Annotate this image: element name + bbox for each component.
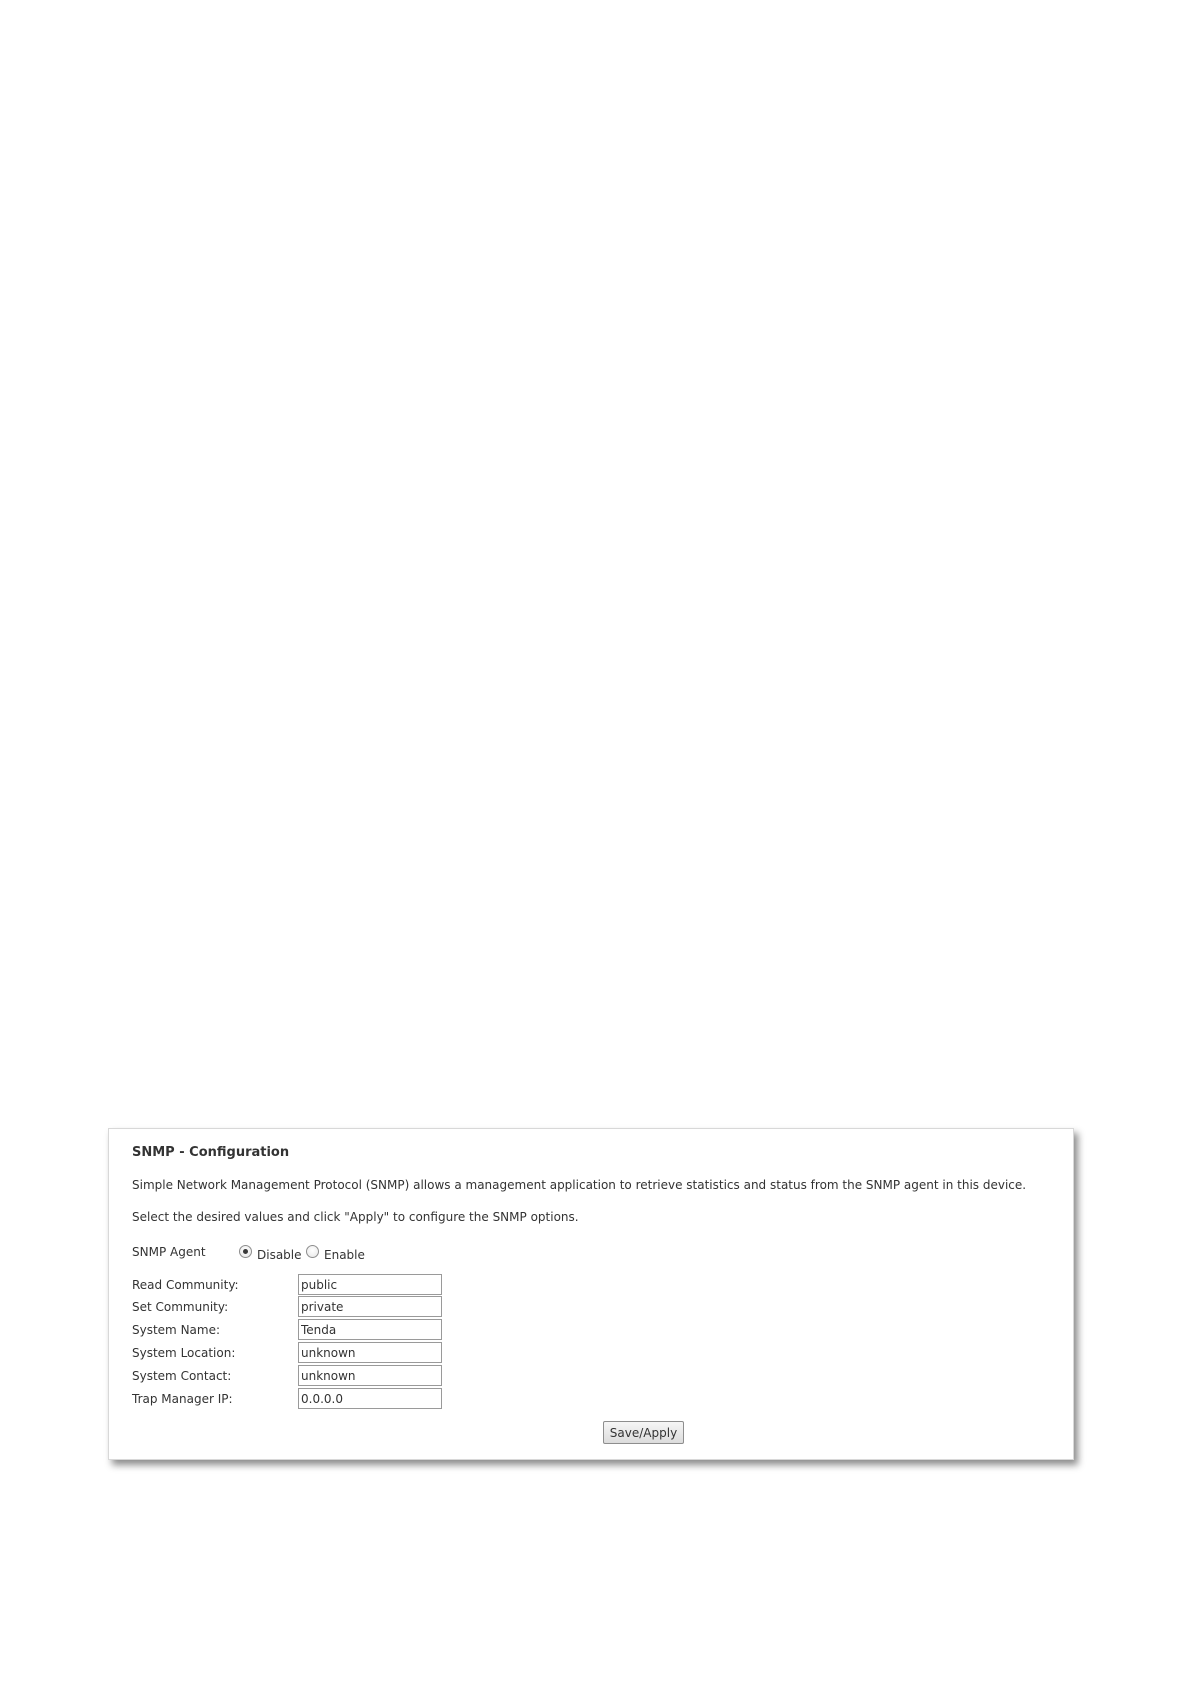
set-community-label: Set Community: bbox=[132, 1300, 229, 1314]
snmp-agent-label: SNMP Agent bbox=[132, 1245, 206, 1259]
read-community-label: Read Community: bbox=[132, 1278, 239, 1292]
snmp-agent-row bbox=[132, 1243, 532, 1265]
system-contact-label: System Contact: bbox=[132, 1369, 232, 1383]
system-name-input[interactable] bbox=[298, 1319, 442, 1340]
page-title: SNMP - Configuration bbox=[132, 1145, 290, 1160]
save-apply-button[interactable]: Save/Apply bbox=[603, 1421, 684, 1444]
disable-radio[interactable] bbox=[239, 1245, 252, 1258]
system-location-input[interactable] bbox=[298, 1342, 442, 1363]
trap-manager-ip-input[interactable] bbox=[298, 1388, 442, 1409]
enable-radio[interactable] bbox=[306, 1245, 319, 1258]
trap-manager-ip-label: Trap Manager IP: bbox=[132, 1392, 233, 1406]
description-text: Simple Network Management Protocol (SNMP) allows a management application to retrieve statistics and status from the SNMP agent in this device. bbox=[132, 1178, 1027, 1192]
set-community-input[interactable] bbox=[298, 1296, 442, 1317]
enable-radio-label[interactable]: Enable bbox=[324, 1248, 365, 1262]
system-contact-input[interactable] bbox=[298, 1365, 442, 1386]
instruction-text: Select the desired values and click "Apply" to configure the SNMP options. bbox=[132, 1210, 579, 1224]
system-location-label: System Location: bbox=[132, 1346, 236, 1360]
system-name-label: System Name: bbox=[132, 1323, 221, 1337]
disable-radio-label[interactable]: Disable bbox=[257, 1248, 302, 1262]
read-community-input[interactable] bbox=[298, 1274, 442, 1295]
snmp-config-panel bbox=[108, 1128, 1074, 1460]
